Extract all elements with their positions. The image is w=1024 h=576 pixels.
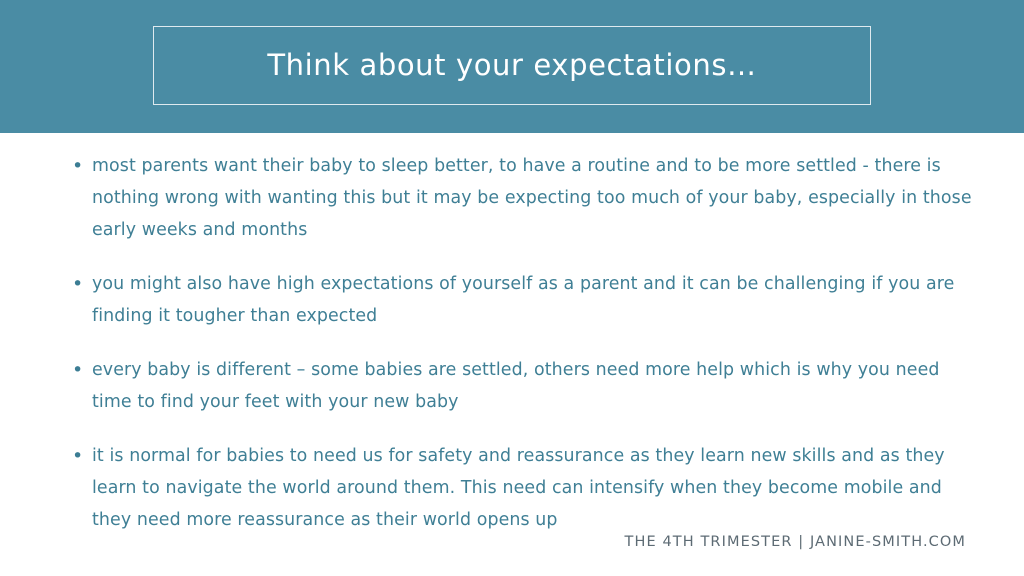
list-item (72, 150, 980, 246)
bullet-dot-icon: • (72, 273, 84, 295)
bullet-dot-icon: • (72, 155, 84, 177)
list-item-text: every baby is different – some babies are settled, others need more help which is why you need time to find your feet with your new baby (92, 360, 940, 412)
bullet-dot-icon: • (72, 359, 84, 381)
list-item (72, 354, 980, 418)
list-item-text: it is normal for babies to need us for safety and reassurance as they learn new skills and as they learn to navigate the world around them. This need can intensify when they become mobile and they need more reassurance as their world opens up (92, 446, 945, 530)
bullet-dot-icon: • (72, 445, 84, 467)
list-item (72, 268, 980, 332)
slide-footer: THE 4TH TRIMESTER | JANINE-SMITH.COM (624, 534, 966, 550)
list-item-text: you might also have high expectations of yourself as a parent and it can be challenging if you are finding it tougher than expected (92, 274, 955, 326)
list-item-text: most parents want their baby to sleep better, to have a routine and to be more settled - there is nothing wrong with wanting this but it may be expecting too much of your baby, especially in those early weeks and months (92, 156, 972, 240)
header-band (0, 0, 1024, 133)
list-item (72, 440, 980, 536)
title-frame (153, 26, 871, 105)
bullet-list (72, 150, 980, 558)
page-title: Think about your expectations… (267, 47, 757, 82)
